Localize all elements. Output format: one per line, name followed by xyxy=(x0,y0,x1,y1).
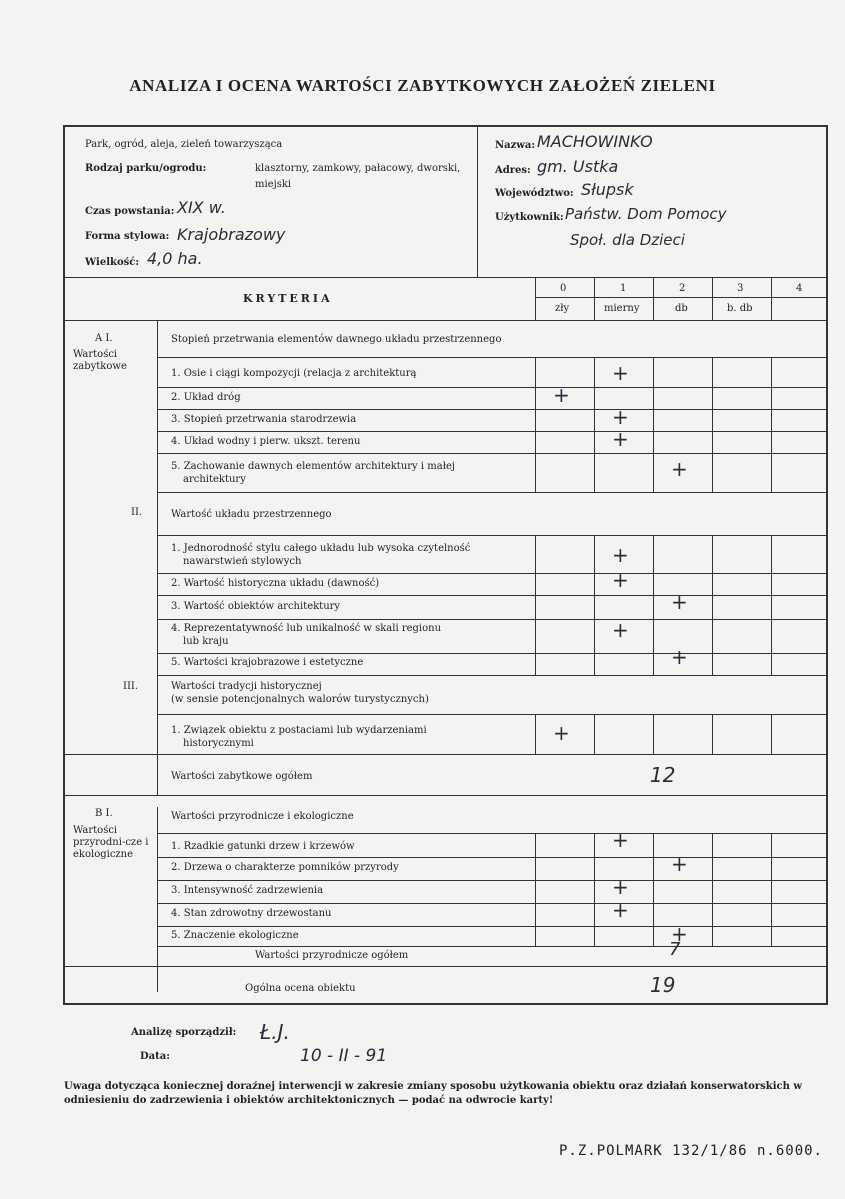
nazwa-value: MACHOWINKO xyxy=(537,132,653,151)
score-mark-b1-1: + xyxy=(612,828,629,852)
score-mark-b1-3: + xyxy=(612,875,629,899)
section-a-desc: Wartości zabytkowe xyxy=(73,349,127,372)
a1-item-1: 1. Osie i ciągi kompozycji (relacja z architekturą xyxy=(171,368,417,379)
a1-item-5: 5. Zachowanie dawnych elementów architektury i małej xyxy=(171,461,455,472)
score-word-0: zły xyxy=(555,303,570,314)
score-2: 2 xyxy=(679,283,686,294)
b-total-value: 7 xyxy=(669,939,681,960)
a3-title-2: (w sensie potencjonalnych walorów turystycznych) xyxy=(171,694,429,705)
analyst-label: Analizę sporządził: xyxy=(131,1027,237,1038)
a2-item-4: 4. Reprezentatywność lub unikalność w skali regionu xyxy=(171,623,442,634)
adres-value: gm. Ustka xyxy=(537,157,619,176)
b1-item-5: 5. Znaczenie ekologiczne xyxy=(171,930,299,941)
forma-value: Krajobrazowy xyxy=(177,225,286,244)
section-b-label: B I. xyxy=(95,808,113,819)
score-mark-b1-5: + xyxy=(671,922,688,946)
b1-item-2: 2. Drzewa o charakterze pomników przyrody xyxy=(171,862,399,873)
score-word-2: db xyxy=(675,303,688,314)
uzytkownik-value: Państw. Dom Pomocy xyxy=(565,205,727,223)
wojewodztwo-label: Województwo: xyxy=(495,188,574,199)
score-mark-a2-4: + xyxy=(612,618,629,642)
score-1: 1 xyxy=(620,283,627,294)
score-word-3: b. db xyxy=(727,303,753,314)
date-label: Data: xyxy=(140,1051,170,1062)
a1-item-3: 3. Stopień przetrwania starodrzewia xyxy=(171,414,357,425)
print-stamp: P.Z.POLMARK 132/1/86 n.6000. xyxy=(558,1143,823,1159)
a2-item-3: 3. Wartość obiektów architektury xyxy=(171,601,341,612)
section-a3-num: III. xyxy=(123,681,139,692)
wielkosc-value: 4,0 ha. xyxy=(147,249,203,268)
a3-title: Wartości tradycji historycznej xyxy=(171,681,322,692)
score-mark-a2-2: + xyxy=(612,568,629,592)
rodzaj-options-2: miejski xyxy=(255,179,292,190)
wojewodztwo-value: Słupsk xyxy=(581,180,634,199)
score-mark-a1-1: + xyxy=(612,361,629,385)
rodzaj-options: klasztorny, zamkowy, pałacowy, dworski, xyxy=(255,163,461,174)
page-title: ANALIZA I OCENA WARTOŚCI ZABYTKOWYCH ZAŁOŻEŃ ZIELENI xyxy=(129,76,716,95)
score-4: 4 xyxy=(796,283,803,294)
a3-item-1-cont: historycznymi xyxy=(183,738,254,749)
a2-item-1: 1. Jednorodność stylu całego układu lub wysoka czytelność xyxy=(171,543,471,554)
assessment-form xyxy=(63,125,828,1005)
score-mark-a2-3: + xyxy=(671,590,688,614)
score-mark-b1-4: + xyxy=(612,898,629,922)
analyst-signature: Ł.J. xyxy=(260,1020,290,1044)
criteria-label: KRYTERIA xyxy=(243,292,333,305)
score-mark-a1-2: + xyxy=(553,383,570,407)
b1-item-3: 3. Intensywność zadrzewienia xyxy=(171,885,324,896)
forma-label: Forma stylowa: xyxy=(85,231,170,242)
uzytkownik-value-2: Społ. dla Dzieci xyxy=(570,231,685,249)
czas-label: Czas powstania: xyxy=(85,206,175,217)
score-mark-a3-1: + xyxy=(553,721,570,745)
b1-item-4: 4. Stan zdrowotny drzewostanu xyxy=(171,908,332,919)
section-b-desc: Wartości przyrodni-cze i ekologiczne xyxy=(73,825,149,860)
score-mark-a1-3: + xyxy=(612,405,629,429)
b1-item-1: 1. Rzadkie gatunki drzew i krzewów xyxy=(171,841,355,852)
score-mark-a2-5: + xyxy=(671,645,688,669)
score-0: 0 xyxy=(560,283,567,294)
section-a-label: A I. xyxy=(95,333,113,344)
uzytkownik-label: Użytkownik: xyxy=(495,212,564,223)
score-word-1: mierny xyxy=(604,303,640,314)
b1-title: Wartości przyrodnicze i ekologiczne xyxy=(171,811,354,822)
date-value: 10 - II - 91 xyxy=(300,1046,388,1066)
b-total-label: Wartości przyrodnicze ogółem xyxy=(255,950,409,961)
a2-item-5: 5. Wartości krajobrazowe i estetyczne xyxy=(171,657,364,668)
a-total-value: 12 xyxy=(650,763,676,787)
a2-title: Wartość układu przestrzennego xyxy=(171,509,332,520)
park-type-line: Park, ogród, aleja, zieleń towarzysząca xyxy=(85,139,283,150)
score-mark-a1-4: + xyxy=(612,427,629,451)
a3-item-1: 1. Związek obiektu z postaciami lub wydarzeniami xyxy=(171,725,427,736)
score-mark-a2-1: + xyxy=(612,543,629,567)
a1-title: Stopień przetrwania elementów dawnego układu przestrzennego xyxy=(171,334,502,345)
intervention-note: Uwaga dotycząca koniecznej doraźnej interwencji w zakresie zmiany sposobu użytkowania obiektu oraz działań konserwatorskich w odniesieniu do zadrzewienia i obiektów architektonicznych — podać na odwrocie karty! xyxy=(64,1081,802,1106)
score-mark-b1-2: + xyxy=(671,852,688,876)
score-mark-a1-5: + xyxy=(671,457,688,481)
a2-item-4-cont: lub kraju xyxy=(183,636,229,647)
adres-label: Adres: xyxy=(495,165,531,176)
a1-item-5-cont: architektury xyxy=(183,474,246,485)
nazwa-label: Nazwa: xyxy=(495,140,536,151)
a1-item-4: 4. Układ wodny i pierw. ukszt. terenu xyxy=(171,436,361,447)
wielkosc-label: Wielkość: xyxy=(85,257,140,268)
score-3: 3 xyxy=(737,283,744,294)
overall-value: 19 xyxy=(650,973,676,997)
a-total-label: Wartości zabytkowe ogółem xyxy=(171,771,313,782)
a2-item-1-cont: nawarstwień stylowych xyxy=(183,556,302,567)
overall-label: Ogólna ocena obiektu xyxy=(245,983,356,994)
a1-item-2: 2. Układ dróg xyxy=(171,392,241,403)
a2-item-2: 2. Wartość historyczna układu (dawność) xyxy=(171,578,380,589)
czas-value: XIX w. xyxy=(177,198,226,217)
rodzaj-label: Rodzaj parku/ogrodu: xyxy=(85,163,207,174)
section-a2-num: II. xyxy=(131,507,143,518)
